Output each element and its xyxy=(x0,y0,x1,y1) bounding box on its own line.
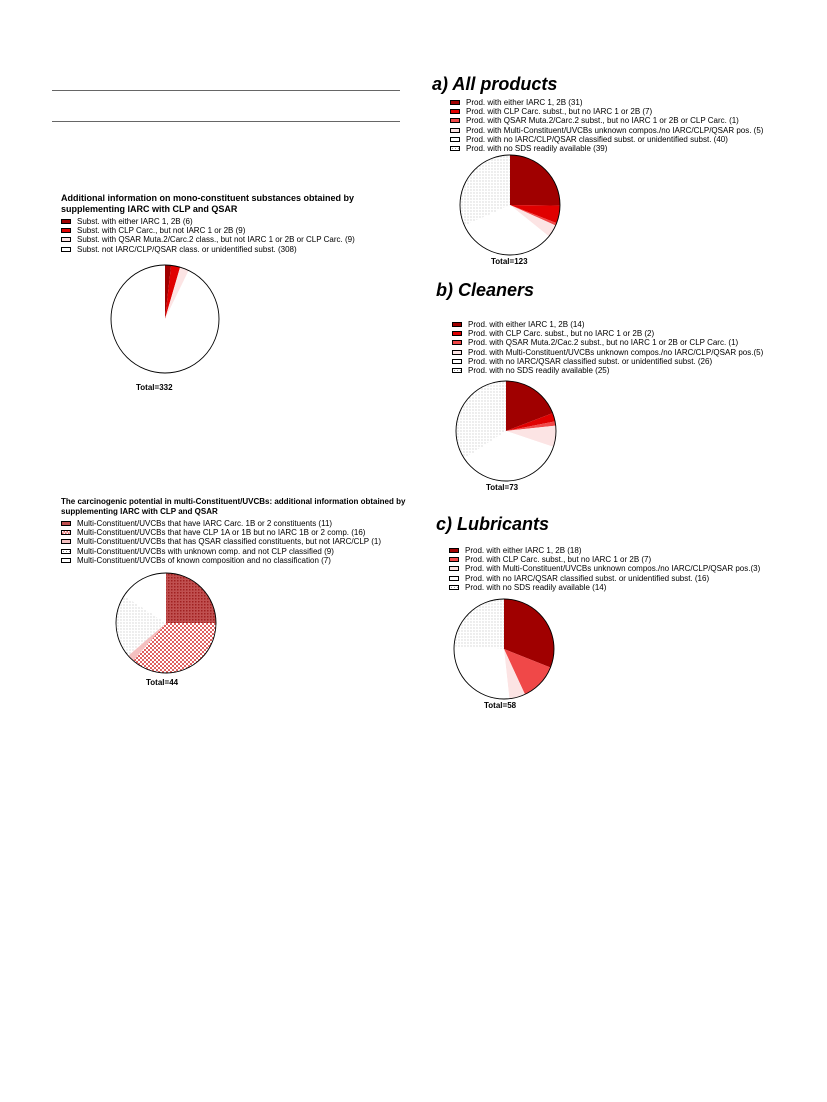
legend-item xyxy=(452,366,826,375)
legend-item xyxy=(61,245,401,254)
legend-swatch xyxy=(61,237,71,242)
legend-label: Prod. with either IARC 1, 2B (14) xyxy=(468,320,585,330)
legend-item xyxy=(450,126,822,135)
legend-label: Multi-Constituent/UVCBs that has QSAR classified constituents, but not IARC/CLP (1) xyxy=(77,537,381,547)
legend-item xyxy=(450,98,822,107)
total-label: Total=58 xyxy=(484,701,517,710)
chart-panel-all xyxy=(432,74,822,153)
legend-swatch xyxy=(61,558,71,563)
legend-label: Prod. with Multi-Constituent/UVCBs unknown compos./no IARC/CLP/QSAR pos.(5) xyxy=(468,347,764,357)
chart-title: b) Cleaners xyxy=(436,280,535,300)
legend-label: Prod. with no IARC/CLP/QSAR classified subst. or unidentified subst. (40) xyxy=(466,134,728,144)
legend-label: Prod. with no SDS readily available (39) xyxy=(466,144,608,154)
chart-legend xyxy=(450,98,822,153)
legend-item xyxy=(61,226,401,235)
chart-panel-multi xyxy=(61,497,421,565)
legend-item xyxy=(450,144,822,153)
legend-item xyxy=(449,555,826,564)
legend-label: Prod. with either IARC 1, 2B (31) xyxy=(466,98,583,108)
legend-item xyxy=(61,547,421,556)
chart-panel-cleaners xyxy=(436,280,826,375)
legend-swatch xyxy=(452,350,462,355)
legend-item xyxy=(61,556,421,565)
divider-top xyxy=(52,90,400,91)
legend-item xyxy=(452,320,826,329)
legend-swatch xyxy=(449,566,459,571)
legend-label: Prod. with no IARC/QSAR classified subst. or unidentified subst. (16) xyxy=(465,573,710,583)
legend-item xyxy=(61,537,421,546)
legend-item xyxy=(61,519,421,528)
legend-item xyxy=(61,235,401,244)
legend-swatch xyxy=(449,576,459,581)
legend-label: Subst. with QSAR Muta.2/Carc.2 class., but not IARC 1 or 2B or CLP Carc. (9) xyxy=(77,235,355,245)
legend-item xyxy=(452,357,826,366)
legend-swatch xyxy=(450,118,460,123)
legend-swatch xyxy=(61,521,71,526)
legend-label: Multi-Constituent/UVCBs with unknown comp. and not CLP classified (9) xyxy=(77,546,334,556)
legend-swatch xyxy=(450,137,460,142)
legend-label: Prod. with no SDS readily available (25) xyxy=(468,366,610,376)
legend-item xyxy=(450,135,822,144)
legend-label: Multi-Constituent/UVCBs of known composition and no classification (7) xyxy=(77,555,331,565)
legend-swatch xyxy=(449,548,459,553)
pie-chart-all xyxy=(458,153,562,257)
legend-item xyxy=(452,348,826,357)
pie-chart-lubricants xyxy=(452,597,556,701)
chart-panel-lubricants xyxy=(436,514,826,592)
total-label: Total=73 xyxy=(486,483,519,492)
legend-swatch xyxy=(452,322,462,327)
pie-chart-mono xyxy=(110,264,220,374)
legend-item xyxy=(449,546,826,555)
legend-swatch xyxy=(61,530,71,535)
legend-label: Subst. with either IARC 1, 2B (6) xyxy=(77,217,193,227)
legend-item xyxy=(449,564,826,573)
chart-title: c) Lubricants xyxy=(436,514,550,534)
chart-legend xyxy=(449,546,826,592)
legend-label: Prod. with CLP Carc. subst., but no IARC 1 or 2B (2) xyxy=(468,329,655,339)
pie-chart-cleaners xyxy=(454,379,558,483)
legend-label: Prod. with CLP Carc. subst., but no IARC 1 or 2B (7) xyxy=(465,555,652,565)
legend-label: Prod. with CLP Carc. subst., but no IARC 1 or 2B (7) xyxy=(466,107,653,117)
legend-item xyxy=(450,116,822,125)
legend-swatch xyxy=(450,146,460,151)
legend-label: Subst. not IARC/CLP/QSAR class. or unidentified subst. (308) xyxy=(77,244,297,254)
chart-title: a) All products xyxy=(432,74,558,94)
legend-item xyxy=(61,217,401,226)
legend-item xyxy=(450,107,822,116)
legend-swatch xyxy=(61,219,71,224)
total-label: Total=332 xyxy=(136,383,173,392)
chart-panel-mono xyxy=(61,193,401,254)
divider-bottom xyxy=(52,121,400,122)
total-label: Total=44 xyxy=(146,678,179,687)
pie-slice-4 xyxy=(454,646,509,699)
legend-swatch xyxy=(452,340,462,345)
pie-slice-5 xyxy=(454,599,504,649)
legend-swatch xyxy=(450,109,460,114)
chart-legend xyxy=(61,519,421,565)
legend-swatch xyxy=(449,557,459,562)
legend-swatch xyxy=(61,228,71,233)
legend-label: Multi-Constituent/UVCBs that have IARC Carc. 1B or 2 constituents (11) xyxy=(77,519,333,529)
chart-title: Additional information on mono-constituent substances obtained by supplementing IARC with CLP and QSAR xyxy=(61,193,355,214)
legend-swatch xyxy=(452,331,462,336)
legend-swatch xyxy=(450,128,460,133)
legend-swatch xyxy=(61,539,71,544)
legend-item xyxy=(61,528,421,537)
chart-title: The carcinogenic potential in multi-Constituent/UVCBs: additional information obtained by supplementing IARC with CLP and QSAR xyxy=(61,497,406,516)
legend-swatch xyxy=(452,368,462,373)
pie-chart-multi xyxy=(114,571,218,675)
legend-swatch xyxy=(449,585,459,590)
legend-label: Prod. with QSAR Muta.2/Cac.2 subst., but no IARC 1 or 2B or CLP Carc. (1) xyxy=(468,338,739,348)
legend-label: Prod. with Multi-Constituent/UVCBs unknown compos./no IARC/CLP/QSAR pos. (5) xyxy=(466,125,764,135)
legend-label: Prod. with either IARC 1, 2B (18) xyxy=(465,546,582,556)
legend-item xyxy=(452,338,826,347)
legend-label: Multi-Constituent/UVCBs that have CLP 1A or 1B but no IARC 1B or 2 comp. (16) xyxy=(77,528,366,538)
legend-label: Prod. with no IARC/QSAR classified subst. or unidentified subst. (26) xyxy=(468,356,713,366)
legend-item xyxy=(449,574,826,583)
pie-slice-1 xyxy=(166,573,216,623)
legend-label: Prod. with Multi-Constituent/UVCBs unknown compos./no IARC/CLP/QSAR pos.(3) xyxy=(465,564,761,574)
legend-swatch xyxy=(452,359,462,364)
pie-slice-4 xyxy=(111,265,219,373)
legend-label: Prod. with no SDS readily available (14) xyxy=(465,582,607,592)
chart-legend xyxy=(61,217,401,254)
legend-label: Prod. with QSAR Muta.2/Carc.2 subst., but no IARC 1 or 2B or CLP Carc. (1) xyxy=(466,116,739,126)
legend-item xyxy=(452,329,826,338)
legend-label: Subst. with CLP Carc., but not IARC 1 or 2B (9) xyxy=(77,226,246,236)
legend-swatch xyxy=(61,247,71,252)
legend-item xyxy=(449,583,826,592)
legend-swatch xyxy=(450,100,460,105)
total-label: Total=123 xyxy=(491,257,528,266)
legend-swatch xyxy=(61,549,71,554)
chart-legend xyxy=(452,320,826,375)
pie-slice-1 xyxy=(510,155,560,206)
